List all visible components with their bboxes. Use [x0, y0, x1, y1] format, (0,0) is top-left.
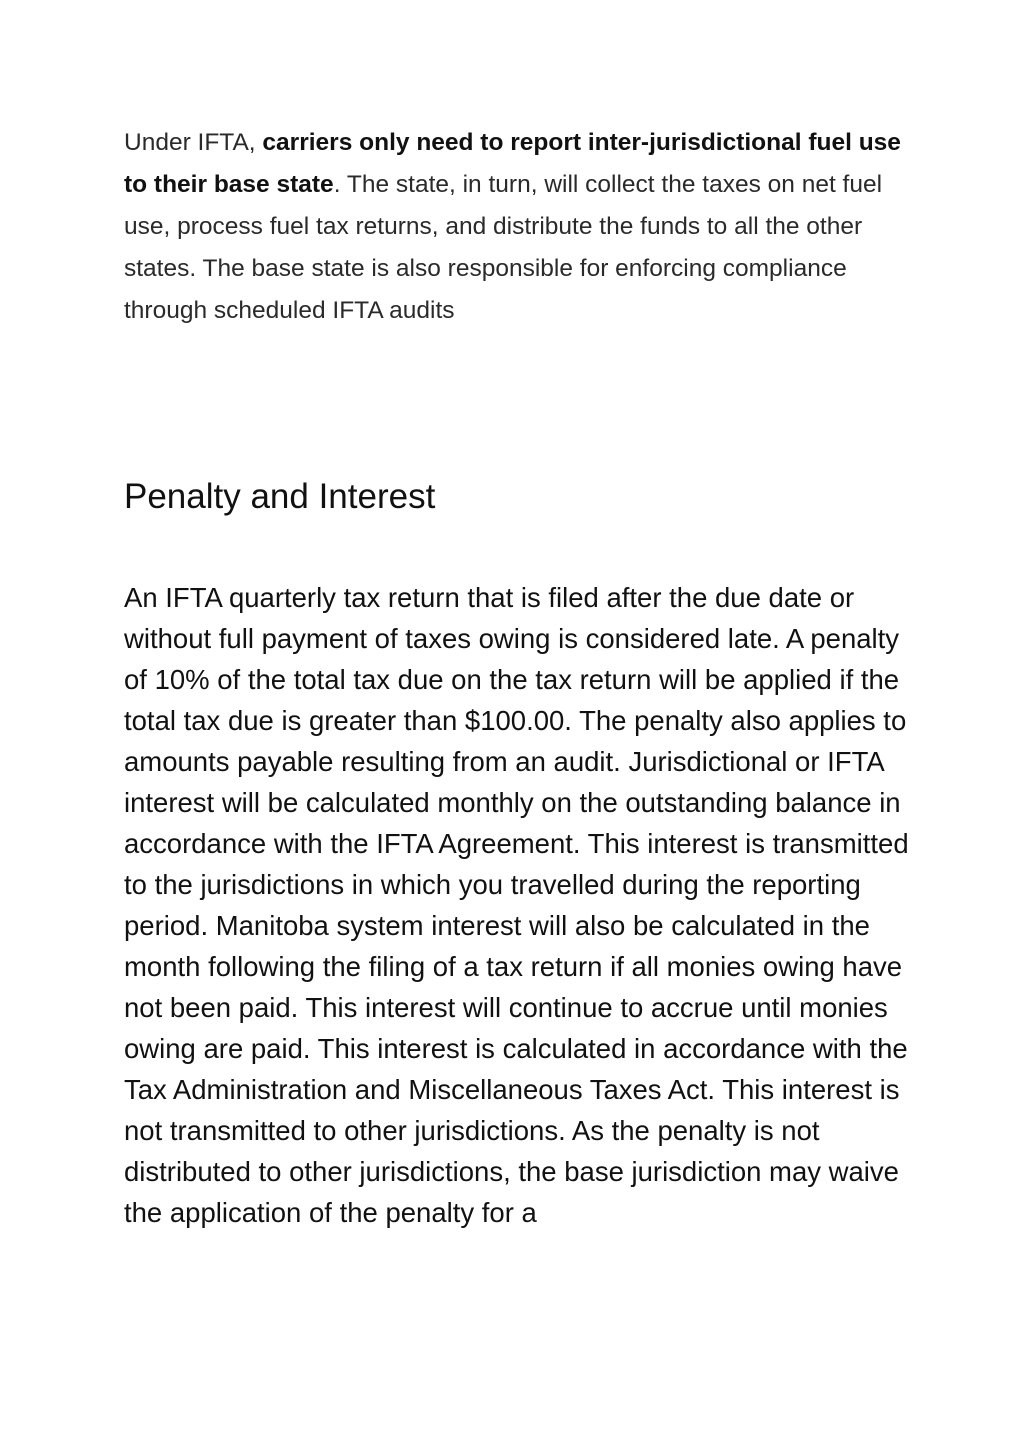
intro-bold-text: carriers only need to report inter-jurisdictional fuel use to their base state — [124, 129, 901, 198]
section-heading: Penalty and Interest — [124, 477, 436, 516]
intro-paragraph — [124, 122, 914, 332]
intro-suffix: . The state, in turn, will collect the taxes on net fuel use, process fuel tax returns, and distribute the funds to all the other states. The base state is also responsible for enforcing compliance through scheduled IFTA audits — [124, 171, 883, 324]
document-page — [124, 122, 914, 1228]
section-body-paragraph: An IFTA quarterly tax return that is filed after the due date or without full payment of taxes owing is considered late. A penalty of 10% of the total tax due on the tax return will be applied if the total tax due is greater than $100.00. The penalty also applies to amounts payable resulting from an audit. Jurisdictional or IFTA interest will be calculated monthly on the outstanding balance in accordance with the IFTA Agreement. This interest is transmitted to the jurisdictions in which you travelled during the reporting period. Manitoba system interest will also be calculated in the month following the filing of a tax return if all monies owing have not been paid. This interest will continue to accrue until monies owing are paid. This interest is calculated in accordance with the Tax Administration and Miscellaneous Taxes Act. This interest is not transmitted to other jurisdictions. As the penalty is not distributed to other jurisdictions, the base jurisdiction may waive the application of the penalty for a — [124, 582, 909, 1228]
intro-prefix: Under IFTA, — [124, 129, 263, 156]
